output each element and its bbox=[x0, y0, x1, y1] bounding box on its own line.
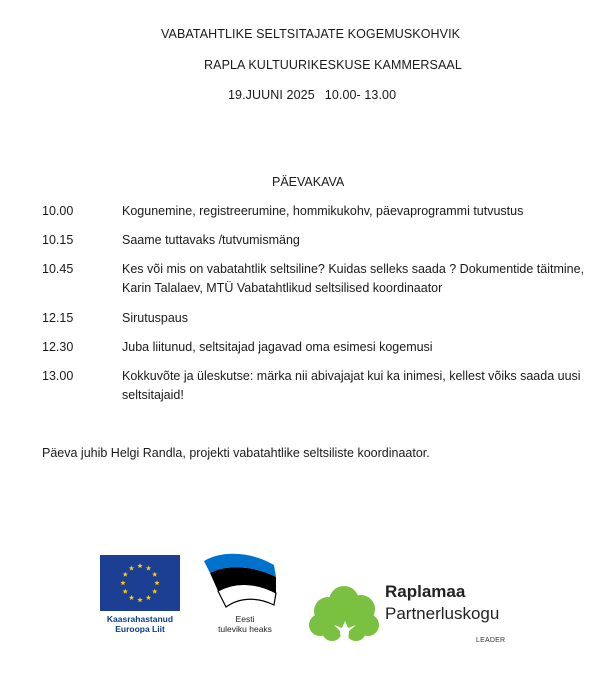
leader-tag: LEADER bbox=[476, 637, 506, 644]
agenda-text: Juba liitunud, seltsitajad jagavad oma esimesi kogemusi bbox=[122, 340, 433, 354]
agenda-text: Saame tuttavaks /tutvumismäng bbox=[122, 233, 300, 247]
agenda-time: 12.30 bbox=[42, 340, 74, 354]
raplamaa-name: Raplamaa bbox=[385, 582, 466, 601]
eu-caption-line1: Kaasrahastanud bbox=[106, 614, 174, 624]
agenda-text: Sirutuspaus bbox=[122, 311, 189, 325]
event-title: VABATAHTLIKE SELTSITAJATE KOGEMUSKOHVIK bbox=[161, 27, 461, 41]
agenda-time: 13.00 bbox=[42, 369, 74, 383]
eesti-caption bbox=[210, 614, 280, 634]
eesti-caption-line2: tuleviku heaks bbox=[218, 624, 272, 634]
agenda-title: PÄEVAKAVA bbox=[272, 175, 345, 189]
eesti-caption-line1: Eesti bbox=[235, 614, 255, 624]
eu-caption-line2: Euroopa Liit bbox=[115, 624, 165, 634]
eu-caption bbox=[90, 614, 190, 634]
host-note: Päeva juhib Helgi Randla, projekti vabatahtlike seltsiliste koordinaator. bbox=[42, 446, 430, 460]
agenda-text: Kogunemine, registreerumine, hommikukohv, päevaprogrammi tutvustus bbox=[122, 204, 524, 218]
agenda-text: Kes või mis on vabatahtlik seltsiline? Kuidas selleks saada ? Dokumentide täitmine, Karin Talalaev, MTÜ Vabatahtlikud seltsilised koordinaator bbox=[122, 262, 585, 295]
agenda-time: 10.15 bbox=[42, 233, 74, 247]
estonian-flag-swoosh-icon bbox=[202, 551, 280, 615]
tree-icon bbox=[306, 585, 384, 655]
event-time: 10.00- 13.00 bbox=[324, 88, 397, 102]
event-date: 19.JUUNI 2025 bbox=[228, 88, 315, 102]
raplamaa-subtitle: Partnerluskogu bbox=[385, 604, 500, 623]
eu-flag-icon bbox=[100, 555, 180, 611]
event-venue: RAPLA KULTUURIKESKUSE KAMMERSAAL bbox=[204, 58, 462, 72]
agenda-time: 10.00 bbox=[42, 204, 74, 218]
agenda-text: Kokkuvõte ja üleskutse: märka nii abivajajat kui ka inimesi, kellest võiks saada uusi seltsitajaid! bbox=[122, 369, 581, 402]
agenda-time: 12.15 bbox=[42, 311, 74, 325]
event-date-time bbox=[228, 88, 396, 102]
agenda-time: 10.45 bbox=[42, 262, 74, 276]
